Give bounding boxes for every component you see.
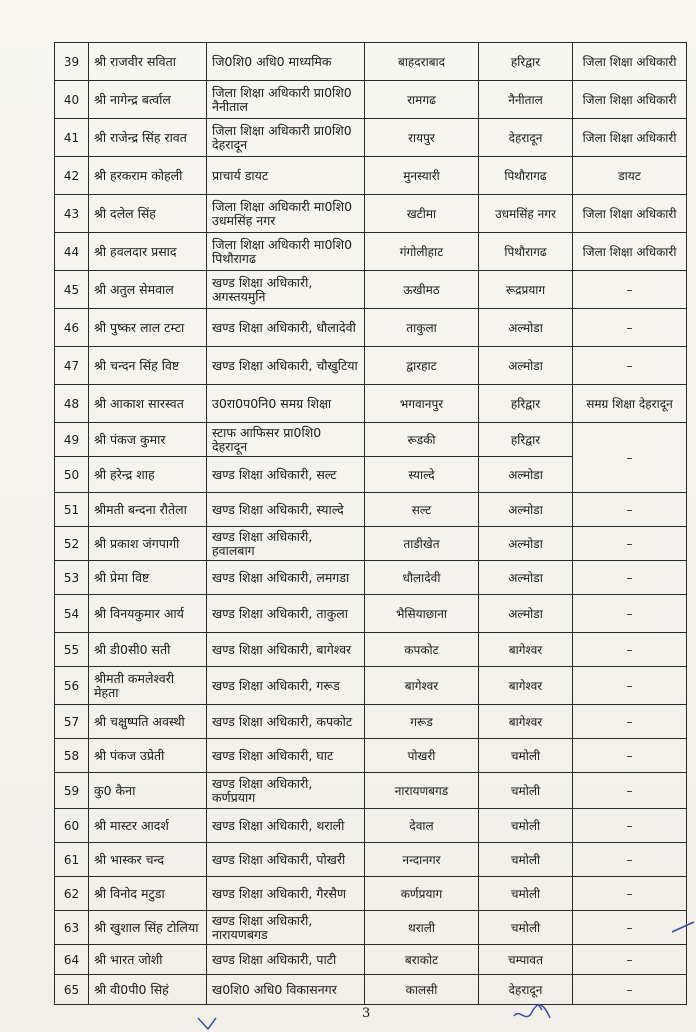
post-cell: खण्ड शिक्षा अधिकारी, थराली [207, 809, 365, 843]
table-row [55, 385, 687, 423]
serial-number-cell: 47 [55, 347, 89, 385]
district-cell: चम्पावत [479, 945, 573, 975]
place-cell: रूडकी [365, 423, 479, 457]
table-row [55, 945, 687, 975]
post-cell: खण्ड शिक्षा अधिकारी, नारायणबगड [207, 911, 365, 945]
district-cell: नैनीताल [479, 81, 573, 119]
name-cell: श्री हरकराम कोहली [89, 157, 207, 195]
name-cell: श्री पंकज उप्रेती [89, 739, 207, 773]
serial-number-cell: 45 [55, 271, 89, 309]
remark-cell: – [573, 423, 687, 493]
name-cell: कु0 कैना [89, 773, 207, 809]
place-cell: द्वारहाट [365, 347, 479, 385]
serial-number-cell: 50 [55, 457, 89, 493]
district-cell: बागेश्वर [479, 633, 573, 667]
post-cell: खण्ड शिक्षा अधिकारी, लमगडा [207, 561, 365, 595]
serial-number-cell: 44 [55, 233, 89, 271]
post-cell: खण्ड शिक्षा अधिकारी, अगस्तयमुनि [207, 271, 365, 309]
district-cell: देहरादून [479, 975, 573, 1005]
place-cell: बाहदराबाद [365, 43, 479, 81]
post-cell: जिला शिक्षा अधिकारी मा0शि0 पिथौरागढ [207, 233, 365, 271]
table-row [55, 81, 687, 119]
table-row [55, 595, 687, 633]
serial-number-cell: 61 [55, 843, 89, 877]
district-cell: उधमसिंह नगर [479, 195, 573, 233]
table-row [55, 843, 687, 877]
name-cell: श्री पुष्कर लाल टम्टा [89, 309, 207, 347]
serial-number-cell: 65 [55, 975, 89, 1005]
table-row [55, 773, 687, 809]
table-row [55, 493, 687, 527]
remark-cell: – [573, 739, 687, 773]
remark-cell: – [573, 309, 687, 347]
table-row [55, 233, 687, 271]
name-cell: श्री हरेन्द्र शाह [89, 457, 207, 493]
name-cell: श्री मास्टर आदर्श [89, 809, 207, 843]
place-cell: ताडीखेत [365, 527, 479, 561]
place-cell: कर्णप्रयाग [365, 877, 479, 911]
post-cell: खण्ड शिक्षा अधिकारी, घाट [207, 739, 365, 773]
post-cell: खण्ड शिक्षा अधिकारी, चौखुटिया [207, 347, 365, 385]
signature-mark-icon [510, 998, 560, 1028]
serial-number-cell: 55 [55, 633, 89, 667]
remark-cell: – [573, 945, 687, 975]
post-cell: खण्ड शिक्षा अधिकारी, स्याल्दे [207, 493, 365, 527]
district-cell: हरिद्वार [479, 385, 573, 423]
table-row [55, 633, 687, 667]
serial-number-cell: 57 [55, 705, 89, 739]
place-cell: रामगढ [365, 81, 479, 119]
name-cell: श्री चन्दन सिंह विष्ट [89, 347, 207, 385]
district-cell: देहरादून [479, 119, 573, 157]
place-cell: पोखरी [365, 739, 479, 773]
name-cell: श्री राजवीर सविता [89, 43, 207, 81]
place-cell: खटीमा [365, 195, 479, 233]
table-row [55, 157, 687, 195]
remark-cell: जिला शिक्षा अधिकारी [573, 43, 687, 81]
name-cell: श्री प्रेमा विष्ट [89, 561, 207, 595]
place-cell: रायपुर [365, 119, 479, 157]
name-cell: श्री चक्षुष्पति अवस्थी [89, 705, 207, 739]
table-row [55, 809, 687, 843]
district-cell: चमोली [479, 911, 573, 945]
place-cell: गंगोलीहाट [365, 233, 479, 271]
serial-number-cell: 51 [55, 493, 89, 527]
page-number: 3 [362, 1006, 371, 1021]
district-cell: अल्मोडा [479, 561, 573, 595]
name-cell: श्री विनयकुमार आर्य [89, 595, 207, 633]
remark-cell: – [573, 843, 687, 877]
serial-number-cell: 40 [55, 81, 89, 119]
name-cell: श्रीमती बन्दना रौतेला [89, 493, 207, 527]
district-cell: रूद्रप्रयाग [479, 271, 573, 309]
remark-cell: – [573, 493, 687, 527]
serial-number-cell: 59 [55, 773, 89, 809]
remark-cell: समग्र शिक्षा देहरादून [573, 385, 687, 423]
name-cell: श्री प्रकाश जंगपागी [89, 527, 207, 561]
place-cell: सल्ट [365, 493, 479, 527]
remark-cell: – [573, 975, 687, 1005]
district-cell: बागेश्वर [479, 667, 573, 705]
serial-number-cell: 49 [55, 423, 89, 457]
name-cell: श्री भारत जोशी [89, 945, 207, 975]
post-cell: खण्ड शिक्षा अधिकारी, सल्ट [207, 457, 365, 493]
place-cell: गरूड [365, 705, 479, 739]
remark-cell: डायट [573, 157, 687, 195]
post-cell: उ0रा0प0नि0 समग्र शिक्षा [207, 385, 365, 423]
table-row [55, 195, 687, 233]
district-cell: अल्मोडा [479, 527, 573, 561]
serial-number-cell: 63 [55, 911, 89, 945]
post-cell: खण्ड शिक्षा अधिकारी, कपकोट [207, 705, 365, 739]
place-cell: ताकुला [365, 309, 479, 347]
serial-number-cell: 60 [55, 809, 89, 843]
district-cell: चमोली [479, 809, 573, 843]
place-cell: कपकोट [365, 633, 479, 667]
table-row [55, 119, 687, 157]
district-cell: अल्मोडा [479, 595, 573, 633]
serial-number-cell: 42 [55, 157, 89, 195]
table-row [55, 877, 687, 911]
post-cell: खण्ड शिक्षा अधिकारी, ताकुला [207, 595, 365, 633]
remark-cell: – [573, 633, 687, 667]
remark-cell: – [573, 911, 687, 945]
serial-number-cell: 56 [55, 667, 89, 705]
district-cell: अल्मोडा [479, 457, 573, 493]
post-cell: खण्ड शिक्षा अधिकारी, पाटी [207, 945, 365, 975]
district-cell: पिथौरागढ [479, 157, 573, 195]
district-cell: चमोली [479, 773, 573, 809]
serial-number-cell: 52 [55, 527, 89, 561]
place-cell: भगवानपुर [365, 385, 479, 423]
serial-number-cell: 46 [55, 309, 89, 347]
place-cell: नन्दानगर [365, 843, 479, 877]
remark-cell: – [573, 877, 687, 911]
name-cell: श्री नागेन्द्र बर्त्वाल [89, 81, 207, 119]
table-row [55, 423, 687, 457]
name-cell: श्री डी0सी0 सती [89, 633, 207, 667]
remark-cell: जिला शिक्षा अधिकारी [573, 81, 687, 119]
serial-number-cell: 39 [55, 43, 89, 81]
post-cell: खण्ड शिक्षा अधिकारी, पोखरी [207, 843, 365, 877]
post-cell: ख0शि0 अधि0 विकासनगर [207, 975, 365, 1005]
name-cell: श्री खुशाल सिंह टोलिया [89, 911, 207, 945]
district-cell: हरिद्वार [479, 423, 573, 457]
serial-number-cell: 62 [55, 877, 89, 911]
place-cell: स्याल्दे [365, 457, 479, 493]
post-cell: जि0शि0 अधि0 माध्यमिक [207, 43, 365, 81]
table-row [55, 975, 687, 1005]
remark-cell: जिला शिक्षा अधिकारी [573, 233, 687, 271]
district-cell: चमोली [479, 877, 573, 911]
place-cell: ऊखीमठ [365, 271, 479, 309]
remark-cell: – [573, 595, 687, 633]
remark-cell: जिला शिक्षा अधिकारी [573, 195, 687, 233]
place-cell: नारायणबगड [365, 773, 479, 809]
post-cell: प्राचार्य डायट [207, 157, 365, 195]
post-cell: जिला शिक्षा अधिकारी मा0शि0 उधमसिंह नगर [207, 195, 365, 233]
district-cell: अल्मोडा [479, 493, 573, 527]
remark-cell: – [573, 527, 687, 561]
table-row [55, 667, 687, 705]
name-cell: श्रीमती कमलेश्वरी मेहता [89, 667, 207, 705]
district-cell: चमोली [479, 739, 573, 773]
name-cell: श्री हवलदार प्रसाद [89, 233, 207, 271]
post-cell: खण्ड शिक्षा अधिकारी, गरूड [207, 667, 365, 705]
serial-number-cell: 53 [55, 561, 89, 595]
place-cell: थराली [365, 911, 479, 945]
post-cell: खण्ड शिक्षा अधिकारी, हवालबाग [207, 527, 365, 561]
table-row [55, 43, 687, 81]
name-cell: श्री राजेन्द्र सिंह रावत [89, 119, 207, 157]
name-cell: श्री वी0पी0 सिहं [89, 975, 207, 1005]
name-cell: श्री भास्कर चन्द [89, 843, 207, 877]
place-cell: मुनस्यारी [365, 157, 479, 195]
post-cell: जिला शिक्षा अधिकारी प्रा0शि0 देहरादून [207, 119, 365, 157]
name-cell: श्री विनोद मटुडा [89, 877, 207, 911]
name-cell: श्री पंकज कुमार [89, 423, 207, 457]
remark-cell: – [573, 773, 687, 809]
post-cell: खण्ड शिक्षा अधिकारी, बागेश्वर [207, 633, 365, 667]
remark-cell: – [573, 667, 687, 705]
post-cell: खण्ड शिक्षा अधिकारी, धौलादेवी [207, 309, 365, 347]
serial-number-cell: 43 [55, 195, 89, 233]
district-cell: चमोली [479, 843, 573, 877]
remark-cell: – [573, 809, 687, 843]
table-row [55, 705, 687, 739]
table-row [55, 561, 687, 595]
remark-cell: जिला शिक्षा अधिकारी [573, 119, 687, 157]
post-cell: खण्ड शिक्षा अधिकारी, गैरसैण [207, 877, 365, 911]
place-cell: कालसी [365, 975, 479, 1005]
district-cell: बागेश्वर [479, 705, 573, 739]
serial-number-cell: 64 [55, 945, 89, 975]
name-cell: श्री आकाश सारस्वत [89, 385, 207, 423]
place-cell: भैसियाछाना [365, 595, 479, 633]
table-row [55, 271, 687, 309]
post-cell: स्टाफ आफिसर प्रा0शि0 देहरादून [207, 423, 365, 457]
pen-mark-icon [196, 1014, 236, 1032]
remark-cell: – [573, 561, 687, 595]
district-cell: हरिद्वार [479, 43, 573, 81]
post-cell: जिला शिक्षा अधिकारी प्रा0शि0 नैनीताल [207, 81, 365, 119]
place-cell: बराकोट [365, 945, 479, 975]
table-row [55, 309, 687, 347]
serial-number-cell: 54 [55, 595, 89, 633]
table-row [55, 527, 687, 561]
serial-number-cell: 58 [55, 739, 89, 773]
table-row [55, 347, 687, 385]
district-cell: अल्मोडा [479, 347, 573, 385]
place-cell: देवाल [365, 809, 479, 843]
district-cell: अल्मोडा [479, 309, 573, 347]
remark-cell: – [573, 705, 687, 739]
table-row [55, 739, 687, 773]
name-cell: श्री दलेल सिंह [89, 195, 207, 233]
serial-number-cell: 41 [55, 119, 89, 157]
remark-cell: – [573, 347, 687, 385]
table-row [55, 911, 687, 945]
pen-stroke-icon [670, 920, 696, 934]
place-cell: बागेश्वर [365, 667, 479, 705]
district-cell: पिथौरागढ [479, 233, 573, 271]
remark-cell: – [573, 271, 687, 309]
place-cell: धौलादेवी [365, 561, 479, 595]
serial-number-cell: 48 [55, 385, 89, 423]
name-cell: श्री अतुल सेमवाल [89, 271, 207, 309]
post-cell: खण्ड शिक्षा अधिकारी, कर्णप्रयाग [207, 773, 365, 809]
transfer-table [54, 42, 687, 1005]
